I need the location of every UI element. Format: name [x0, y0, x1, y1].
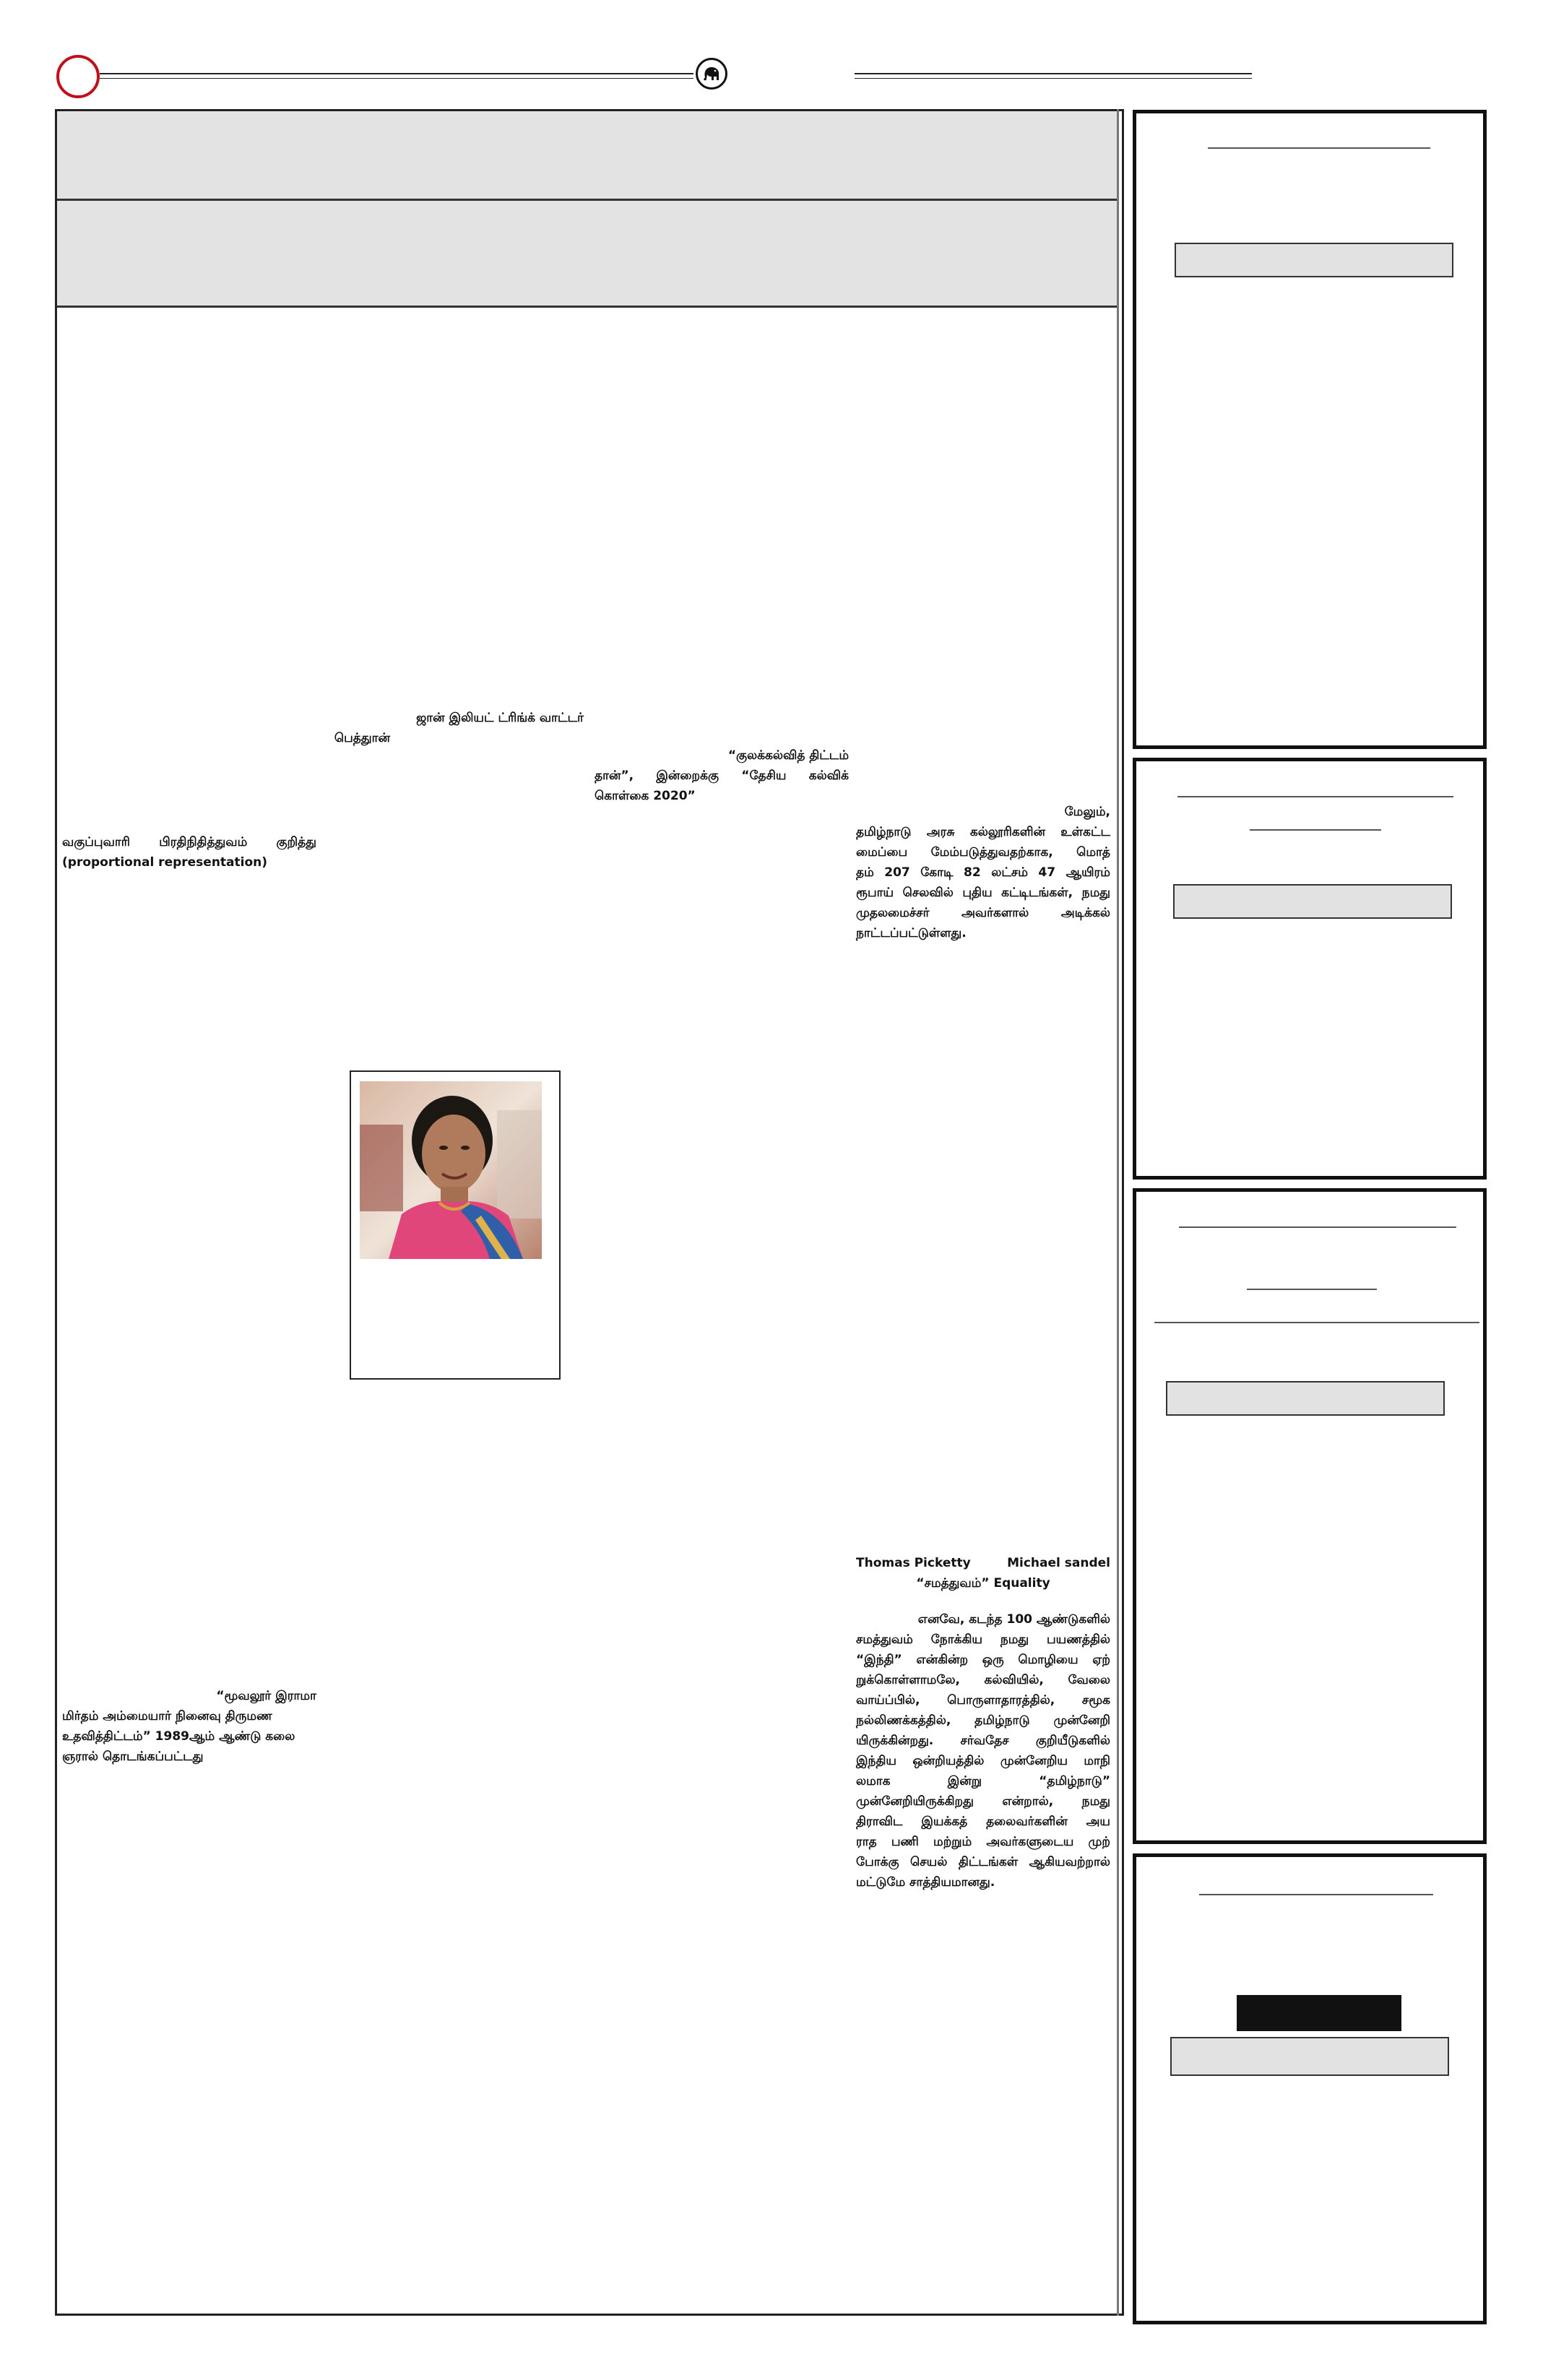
- text-line: மேலும்,: [1064, 805, 1110, 819]
- sidebar-box-3-bar: [1166, 1381, 1445, 1416]
- sidebar-box-3-rule: [1179, 1226, 1456, 1228]
- text-line: (proportional representation): [62, 855, 268, 870]
- portrait-photo: [360, 1081, 542, 1259]
- right-authors-line: [856, 1553, 1110, 1573]
- text-line: உதவித்திட்டம்” 1989ஆம் ஆண்டு கலை: [62, 1729, 295, 1744]
- sidebar-box-1-rule: [1208, 147, 1430, 149]
- text-line: மிர்தம் அம்மையார் நினைவு திருமண: [62, 1709, 272, 1723]
- sidebar-box-4-black-label: [1237, 1995, 1401, 2031]
- headline-band-bottom: [57, 201, 1117, 308]
- headline-band-top: [57, 111, 1117, 201]
- right-paragraph-2: [856, 1609, 1110, 1892]
- sidebar-box-1: [1133, 110, 1487, 749]
- text-line: சமத்துவம் நோக்கிய நமது பயணத்தில்: [856, 1632, 1110, 1647]
- elephant-icon: [701, 64, 722, 83]
- middle-line-1: ஜான் இலியட் ட்ரிங்க் வாட்டர்: [416, 711, 584, 725]
- text-line: மைப்பை மேம்படுத்துவதற்காக, மொத்: [856, 845, 1110, 860]
- text-line: போக்கு செயல் திட்டங்கள் ஆகியவற்றால்: [856, 1855, 1110, 1869]
- sidebar-box-2-bar: [1173, 884, 1452, 919]
- author-michael-sandel: Michael sandel: [1007, 1556, 1110, 1570]
- text-line: முன்னேறியிருக்கிறது என்றால், நமது: [856, 1794, 1110, 1809]
- text-line: நாட்டப்பட்டுள்ளது.: [856, 926, 967, 940]
- left-paragraph-2: [62, 1686, 316, 1767]
- middle-line-2: பெத்துான்: [334, 731, 390, 745]
- elephant-emblem-icon: [696, 58, 727, 90]
- text-line: முதலமைச்சர் அவர்களால் அடிக்கல்: [856, 906, 1110, 920]
- article-frame: [55, 109, 1124, 2316]
- equality-line: “சமத்துவம்” Equality: [916, 1576, 1050, 1591]
- text-line: எனவே, கடந்த 100 ஆண்டுகளில்: [917, 1612, 1110, 1627]
- sidebar-box-4-rule: [1199, 1894, 1433, 1895]
- text-line: “இந்தி” என்கின்ற ஒரு மொழியை ஏற்: [856, 1653, 1110, 1667]
- sidebar-box-1-bar: [1175, 243, 1453, 277]
- text-line: ஞரால் தொடங்கப்பட்டது: [62, 1749, 204, 1764]
- sidebar-box-4: [1133, 1853, 1487, 2324]
- sidebar-box-3-divider: [1154, 1322, 1479, 1323]
- header-rule-left-inner: [100, 78, 693, 79]
- middle-block: [595, 745, 849, 806]
- page-number-circle: [56, 55, 100, 98]
- header-rule-left: [100, 73, 693, 74]
- text-line: வாய்ப்பில், பொருளாதாரத்தில், சமூக: [856, 1693, 1110, 1708]
- text-line: இந்திய ஒன்றியத்தில் முன்னேறிய மாநி: [856, 1754, 1110, 1768]
- sidebar-box-4-bar: [1170, 2037, 1449, 2076]
- right-paragraph-1: [856, 802, 1110, 943]
- text-line: ரூபாய் செலவில் புதிய கட்டிடங்கள், நமது: [856, 886, 1110, 900]
- text-line: வகுப்புவாரி பிரதிநிதித்துவம் குறித்து: [62, 835, 316, 849]
- text-line: தமிழ்நாடு அரசு கல்லூரிகளின் உள்கட்ட: [856, 825, 1110, 839]
- sidebar-box-3-rule-short: [1247, 1289, 1377, 1290]
- left-paragraph-1: [62, 832, 316, 873]
- column-separator: [1117, 109, 1119, 2316]
- text-line: நல்லிணக்கத்தில், தமிழ்நாடு முன்னேறி: [856, 1713, 1110, 1728]
- text-line: றுக்கொள்ளாமலே, கல்வியில், வேலை: [856, 1673, 1110, 1687]
- sidebar-box-2-rule: [1177, 796, 1453, 797]
- text-line: கொள்கை 2020”: [595, 789, 696, 803]
- portrait-image: [360, 1081, 542, 1259]
- text-line: ராத பணி மற்றும் அவர்களுடைய முற்: [856, 1835, 1110, 1849]
- header-rule-right-inner: [855, 78, 1252, 79]
- sidebar-box-2-rule-short: [1250, 829, 1381, 831]
- sidebar-box-2: [1133, 758, 1487, 1180]
- text-line: “மூவலூர் இராமா: [216, 1689, 316, 1703]
- text-line: “குலக்கல்வித் திட்டம்: [727, 748, 849, 763]
- text-line: தம் 207 கோடி 82 லட்சம் 47 ஆயிரம்: [856, 865, 1110, 880]
- text-line: யிருக்கின்றது. சர்வதேச குறியீடுகளில்: [856, 1734, 1110, 1748]
- text-line: மட்டுமே சாத்தியமானது.: [856, 1875, 995, 1890]
- sidebar-box-3: [1133, 1188, 1487, 1844]
- author-thomas-picketty: Thomas Picketty: [856, 1556, 971, 1570]
- header-rule-right: [855, 73, 1252, 74]
- text-line: திராவிட இயக்கத் தலைவர்களின் அய: [856, 1814, 1110, 1829]
- text-line: லமாக இன்று “தமிழ்நாடு”: [856, 1774, 1110, 1788]
- text-line: தான்”, இன்றைக்கு “தேசிய கல்விக்: [595, 769, 849, 783]
